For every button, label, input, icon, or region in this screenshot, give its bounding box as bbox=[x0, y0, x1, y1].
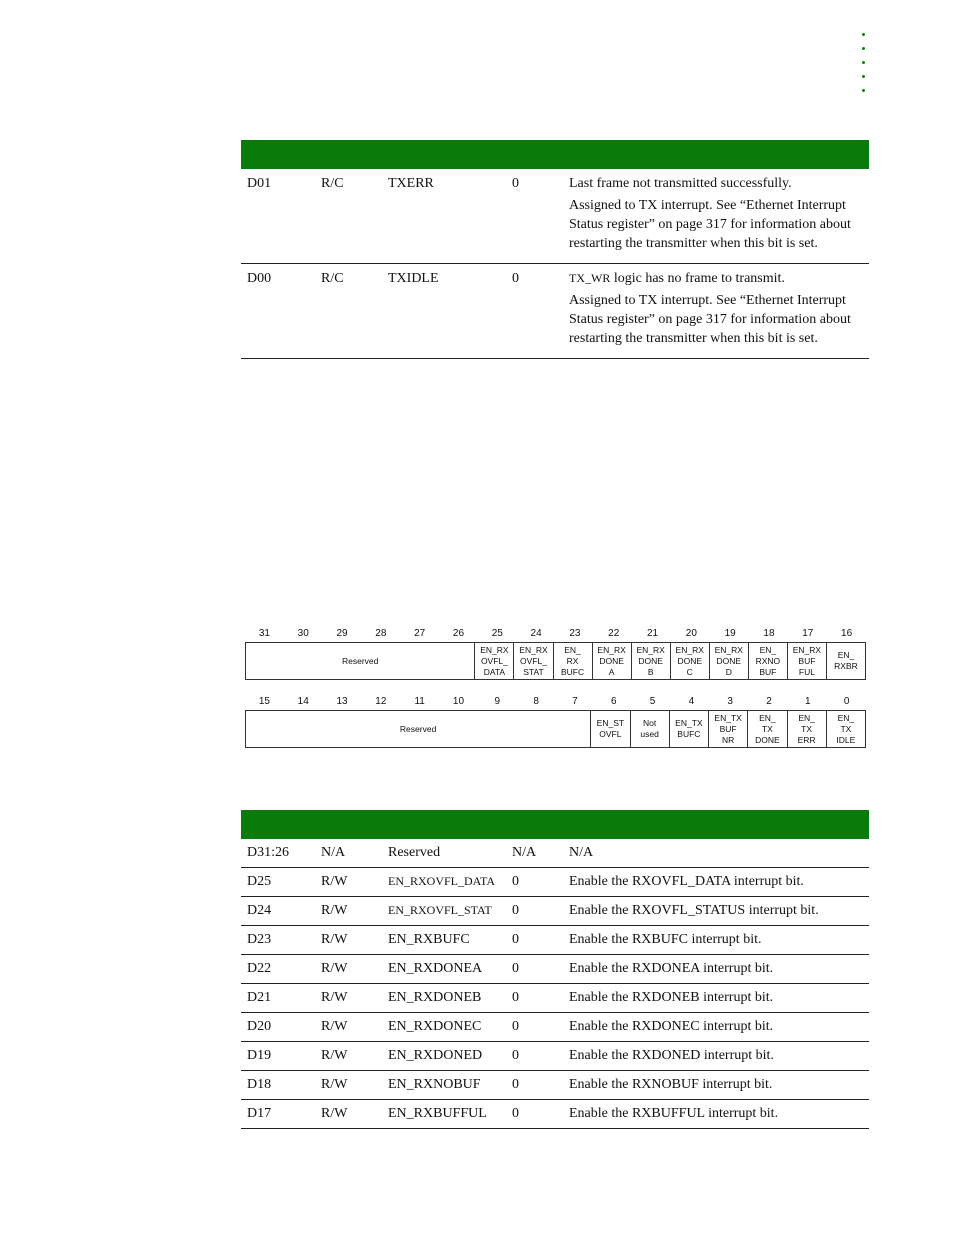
access-cell: R/W bbox=[315, 1013, 382, 1042]
table-row bbox=[241, 1013, 869, 1042]
mnemonic-cell: EN_RXDONED bbox=[382, 1042, 506, 1071]
dot-marker bbox=[862, 75, 865, 78]
table-row bbox=[241, 169, 869, 264]
table-header-bar bbox=[241, 810, 869, 839]
table-row bbox=[241, 955, 869, 984]
mnemonic-cell: EN_RXNOBUF bbox=[382, 1071, 506, 1100]
access-cell: R/W bbox=[315, 955, 382, 984]
bit-number: 27 bbox=[414, 628, 426, 639]
reset-cell: 0 bbox=[506, 264, 563, 359]
access-cell: R/W bbox=[315, 984, 382, 1013]
bit-number: 4 bbox=[688, 696, 695, 707]
access-cell: R/W bbox=[315, 868, 382, 897]
bit-field-row bbox=[245, 642, 866, 680]
reset-cell: N/A bbox=[506, 839, 563, 868]
bit-field: EN_ TX ERR bbox=[787, 711, 826, 747]
bit-field: EN_ RXBR bbox=[826, 643, 865, 679]
access-cell: R/W bbox=[315, 897, 382, 926]
bit-field: EN_RX OVFL_ DATA bbox=[474, 643, 513, 679]
bit-field: EN_ TX DONE bbox=[747, 711, 786, 747]
table-row bbox=[241, 926, 869, 955]
bit-number: 28 bbox=[375, 628, 387, 639]
bit-field: EN_RX DONE D bbox=[709, 643, 748, 679]
bit-number-row bbox=[245, 696, 866, 710]
bits-cell: D24 bbox=[241, 897, 315, 926]
bit-number: 6 bbox=[610, 696, 617, 707]
bit-field-row bbox=[245, 710, 866, 748]
description-text: logic has no frame to transmit. bbox=[610, 271, 785, 286]
signal-name: TX_WR bbox=[569, 271, 611, 285]
bit-field: EN_RX DONE A bbox=[592, 643, 631, 679]
bit-number: 7 bbox=[572, 696, 578, 707]
mnemonic-cell: TXERR bbox=[382, 169, 506, 264]
reset-cell: 0 bbox=[506, 1071, 563, 1100]
table-row bbox=[241, 868, 869, 897]
bit-field: Not used bbox=[630, 711, 669, 747]
access-cell: R/W bbox=[315, 1042, 382, 1071]
description-cell: Enable the RXDONEA interrupt bit. bbox=[563, 955, 869, 984]
bit-number: 26 bbox=[452, 628, 465, 639]
bit-number: 14 bbox=[297, 696, 309, 707]
bit-field: EN_ TX IDLE bbox=[826, 711, 865, 747]
mnemonic-cell: EN_RXOVFL_DATA bbox=[382, 868, 506, 897]
description-cell: N/A bbox=[563, 839, 869, 868]
bit-number: 13 bbox=[336, 696, 348, 707]
description-cell: Enable the RXDONEC interrupt bit. bbox=[563, 1013, 869, 1042]
dot-marker bbox=[862, 47, 865, 50]
dot-marker bbox=[862, 61, 865, 64]
description-cell bbox=[563, 169, 869, 264]
mnemonic-cell: TXIDLE bbox=[382, 264, 506, 359]
description-line: Last frame not transmitted successfully. bbox=[569, 176, 792, 191]
access-cell: N/A bbox=[315, 839, 382, 868]
bit-number: 1 bbox=[805, 696, 811, 707]
bit-number: 18 bbox=[763, 628, 775, 639]
description-cell: Enable the RXNOBUF interrupt bit. bbox=[563, 1071, 869, 1100]
mnemonic-cell: EN_RXOVFL_STAT bbox=[382, 897, 506, 926]
table-row bbox=[241, 264, 869, 359]
mnemonic-cell: EN_RXBUFC bbox=[382, 926, 506, 955]
bit-number: 22 bbox=[608, 628, 620, 639]
bit-number: 29 bbox=[336, 628, 348, 639]
register-table-bottom bbox=[241, 810, 869, 1129]
description-cell bbox=[563, 264, 869, 359]
table-row bbox=[241, 839, 869, 868]
mnemonic-cell: EN_RXDONEA bbox=[382, 955, 506, 984]
table-row bbox=[241, 984, 869, 1013]
reset-cell: 0 bbox=[506, 897, 563, 926]
mnemonic-cell: EN_RXDONEB bbox=[382, 984, 506, 1013]
bit-field: EN_RX BUF FUL bbox=[787, 643, 826, 679]
access-cell: R/W bbox=[315, 1071, 382, 1100]
bit-field: EN_RX DONE B bbox=[631, 643, 670, 679]
description-cell: Enable the RXDONEB interrupt bit. bbox=[563, 984, 869, 1013]
description-cell: Enable the RXOVFL_STATUS interrupt bit. bbox=[563, 897, 869, 926]
table-row bbox=[241, 1071, 869, 1100]
bit-number: 20 bbox=[685, 628, 697, 639]
bit-field: EN_TX BUFC bbox=[669, 711, 708, 747]
reset-cell: 0 bbox=[506, 1042, 563, 1071]
dot-marker bbox=[862, 89, 865, 92]
bit-field: Reserved bbox=[399, 723, 437, 734]
bits-cell: D31:26 bbox=[241, 839, 315, 868]
bit-number: 17 bbox=[802, 628, 814, 639]
bits-cell: D01 bbox=[241, 169, 315, 264]
bit-number: 31 bbox=[258, 628, 270, 639]
bit-number: 5 bbox=[649, 696, 656, 707]
reset-cell: 0 bbox=[506, 169, 563, 264]
bit-field: EN_TX BUF NR bbox=[708, 711, 747, 747]
bit-number: 9 bbox=[494, 696, 501, 707]
bit-field: EN_ RX BUFC bbox=[553, 643, 592, 679]
mnemonic-cell: EN_RXDONEC bbox=[382, 1013, 506, 1042]
description-cell: Enable the RXOVFL_DATA interrupt bit. bbox=[563, 868, 869, 897]
bit-field: Reserved bbox=[341, 655, 379, 666]
bits-cell: D23 bbox=[241, 926, 315, 955]
mnemonic-cell: Reserved bbox=[382, 839, 506, 868]
description-line: Assigned to TX interrupt. See “Ethernet Interrupt Status register” on page 317 for information about restarting the transmitter when this bit is set. bbox=[569, 293, 851, 346]
bit-number-row bbox=[245, 628, 866, 642]
bit-number: 0 bbox=[843, 696, 850, 707]
bit-number: 8 bbox=[533, 696, 539, 707]
bit-field: EN_RX OVFL_ STAT bbox=[513, 643, 552, 679]
bits-cell: D19 bbox=[241, 1042, 315, 1071]
reset-cell: 0 bbox=[506, 1013, 563, 1042]
bit-field: EN_RX DONE C bbox=[670, 643, 709, 679]
bits-cell: D17 bbox=[241, 1100, 315, 1129]
access-cell: R/W bbox=[315, 1100, 382, 1129]
bit-number: 25 bbox=[491, 628, 503, 639]
bit-field: EN_ RXNO BUF bbox=[748, 643, 787, 679]
bit-number: 30 bbox=[297, 628, 309, 639]
bitmap-upper bbox=[245, 628, 866, 680]
bit-number: 16 bbox=[841, 628, 853, 639]
description-line: Assigned to TX interrupt. See “Ethernet Interrupt Status register” on page 317 for information about restarting the transmitter when this bit is set. bbox=[569, 198, 851, 251]
bit-number: 12 bbox=[375, 696, 387, 707]
access-cell: R/C bbox=[315, 169, 382, 264]
bit-number: 21 bbox=[646, 628, 659, 639]
bits-cell: D25 bbox=[241, 868, 315, 897]
register-table-top bbox=[241, 140, 869, 359]
bit-number: 10 bbox=[452, 696, 465, 707]
access-cell: R/W bbox=[315, 926, 382, 955]
margin-dot-markers bbox=[862, 33, 870, 103]
bits-cell: D22 bbox=[241, 955, 315, 984]
bitmap-lower bbox=[245, 696, 866, 748]
bits-cell: D18 bbox=[241, 1071, 315, 1100]
reset-cell: 0 bbox=[506, 868, 563, 897]
bit-number: 15 bbox=[258, 696, 270, 707]
bits-cell: D20 bbox=[241, 1013, 315, 1042]
mnemonic-cell: EN_RXBUFFUL bbox=[382, 1100, 506, 1129]
description-cell: Enable the RXBUFFUL interrupt bit. bbox=[563, 1100, 869, 1129]
reset-cell: 0 bbox=[506, 926, 563, 955]
bits-cell: D00 bbox=[241, 264, 315, 359]
description-cell: Enable the RXDONED interrupt bit. bbox=[563, 1042, 869, 1071]
description-cell: Enable the RXBUFC interrupt bit. bbox=[563, 926, 869, 955]
bit-number: 23 bbox=[569, 628, 581, 639]
table-row bbox=[241, 1100, 869, 1129]
dot-marker bbox=[862, 33, 865, 36]
table-row bbox=[241, 897, 869, 926]
table-header-bar bbox=[241, 140, 869, 169]
bits-cell: D21 bbox=[241, 984, 315, 1013]
bit-field: EN_ST OVFL bbox=[590, 711, 629, 747]
bit-number: 19 bbox=[724, 628, 736, 639]
description-line bbox=[569, 269, 863, 288]
table-row bbox=[241, 1042, 869, 1071]
bit-number: 3 bbox=[727, 696, 733, 707]
reset-cell: 0 bbox=[506, 984, 563, 1013]
access-cell: R/C bbox=[315, 264, 382, 359]
reset-cell: 0 bbox=[506, 955, 563, 984]
bit-number: 2 bbox=[766, 696, 772, 707]
reset-cell: 0 bbox=[506, 1100, 563, 1129]
bit-number: 24 bbox=[530, 628, 542, 639]
bit-number: 11 bbox=[414, 696, 425, 707]
